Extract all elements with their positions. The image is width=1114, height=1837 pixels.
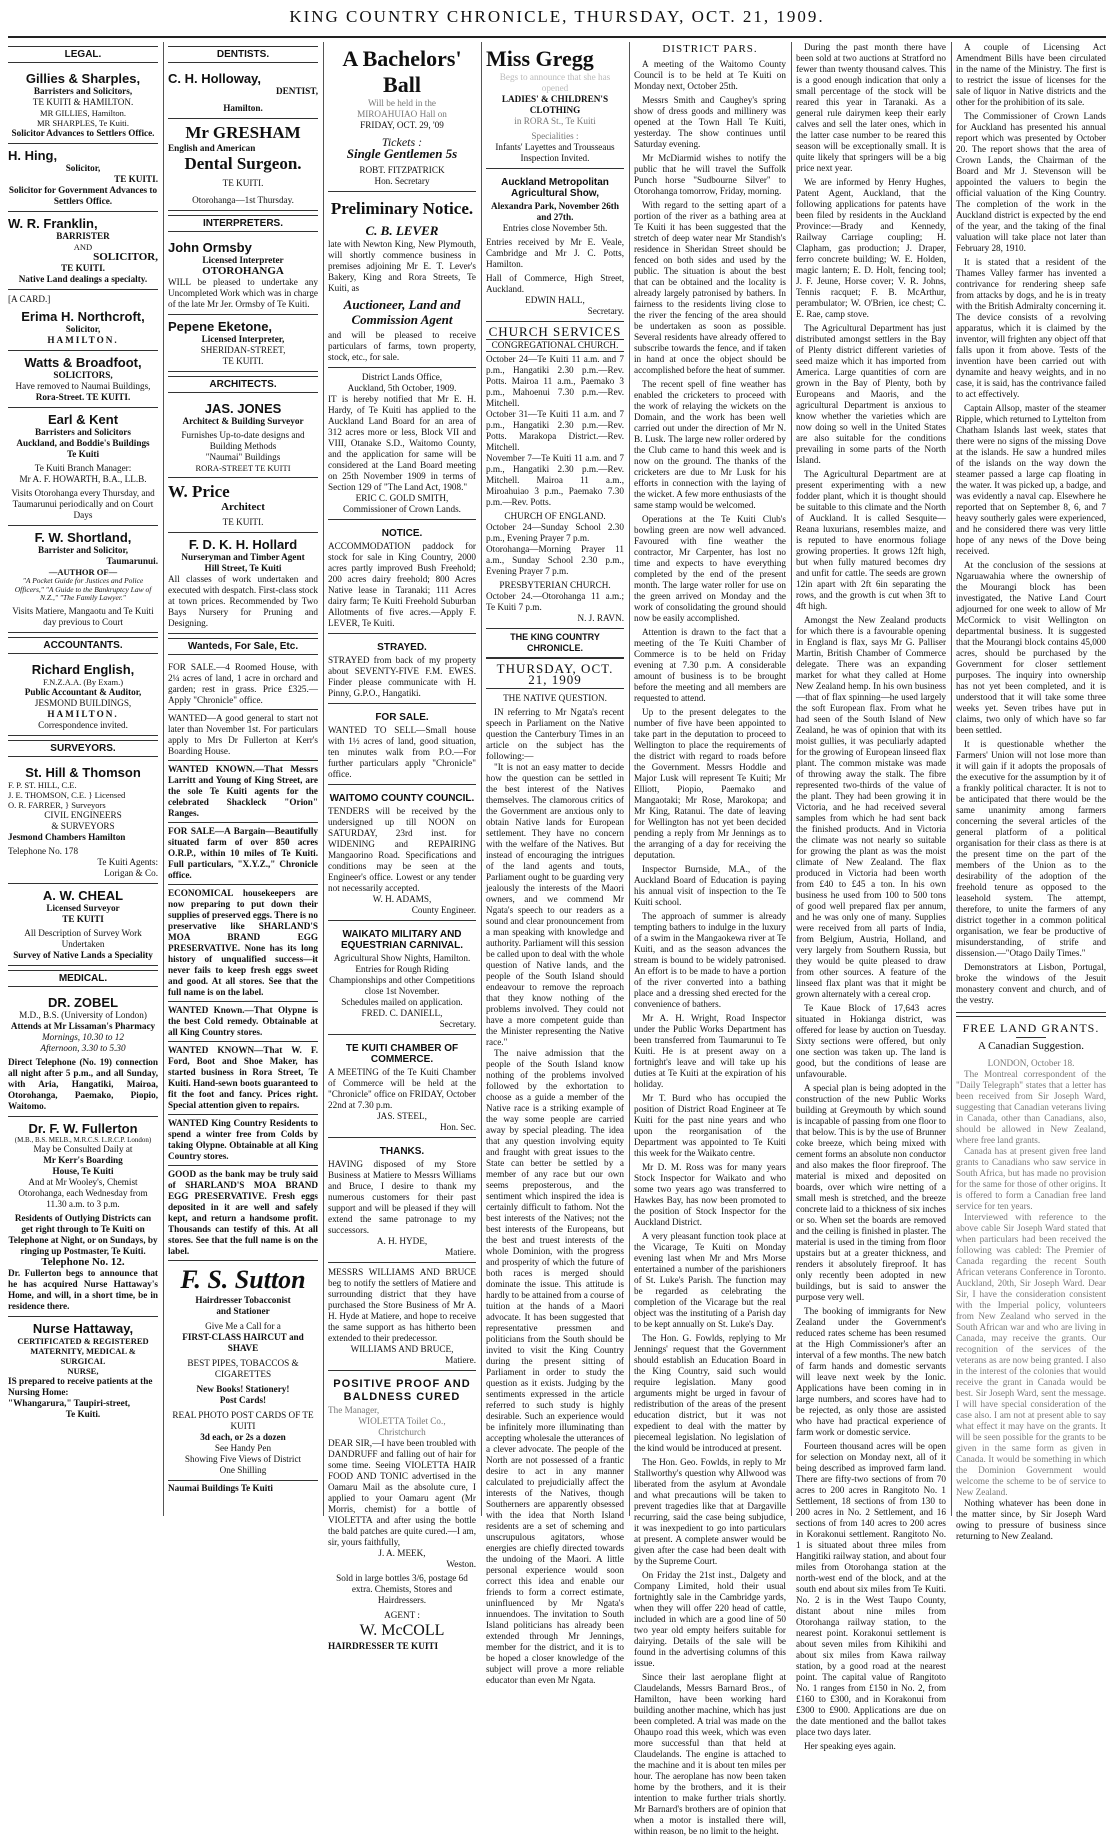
paragraph: The booking of immigrants for New Zealand under the Government's reduced rates scheme has been resumed at the High Commissioner's after an interval of a few months. The new batch of farm hands and domestic servants will leave next week by the Ionic. Applications have been coming in in large numbers, and scores have had to be rejected, as only those are assisted who have had practical experience of farm work or domestic service. xyxy=(796,1306,946,1437)
paragraph: Te Kaue Block of 17,643 acres situated in Hokianga district, was offered for lease by auction on Tuesday. Sixty sections were offered, but only one section was taken up. The land is good, but the conditions of lease are unfavourable. xyxy=(796,1003,946,1079)
paragraph: Mr McDiarmid wishes to notify the public that he will travel the Suffolk Punch horse "Sudbourne Silver" to Otorohanga tomorrow, Friday, morning. xyxy=(634,153,786,196)
ad-hattaway: Nurse Hattaway, CERTIFICATED & REGISTERED MATERNITY, MEDICAL & SURGICAL NURSE, IS prepared to receive patients at the Nursing Home: "Whangarura," Taupiri-street, Te Kuiti. xyxy=(8,1320,153,1419)
section-heading: Wanteds, For Sale, Etc. xyxy=(168,638,318,655)
ad-sutton: F. S. Sutton Hairdresser Tobacconist and Stationer Give Me a Call for a FIRST-CLASS HAIRCUT and SHAVE BEST PIPES, TOBACCOS & CIGARETTES New Books! Stationery! Post Cards! REAL PHOTO POST CARDS OF TE KUITI 3d each, or 2s a dozen See Handy Pen Showing Five Views of District One Shilling Naumai Buildings Te Kuiti xyxy=(168,1261,318,1498)
ad-carnival: WAIKATO MILITARY AND EQUESTRIAN CARNIVAL. Agricultural Show Nights, Hamilton. Entries for Rough Riding Championships and other Competitions close 1st November. Schedules mailed on application. FRED. C. DANIELL, Secretary. xyxy=(328,921,476,1035)
column-rule xyxy=(791,42,792,1516)
ad-violetta: POSITIVE PROOF AND BALDNESS CURED The Manager, WIOLETTA Toilet Co., Christchurch DEAR SIR,—I have been troubled with DANDRUFF and falling out of hair for some time. Seeing VIOLETTA HAIR FOOD AND TONIC advertised in the Oamaru Mail as the absolute cure, I applied to your Oamaru agent (Mr Morris, chemist) for a bottle of VIOLETTA and after using the bottle the bald patches are quite cured.—I am, sir, yours faithfully, J. A. MEEK, Weston. Sold in large bottles 3/6, postage 6d extra. Chemists, Stores and Hairdressers. AGENT : W. McCOLL HAIRDRESSER TE KUITI xyxy=(328,1378,476,1651)
paragraph: It is stated that a resident of the Thames Valley farmer has invented a contrivance for rendering sheep safe from attacks by dogs, and he is in treaty with the British Admiralty concerning it. The device consists of a revolving apparatus, which it is claimed by the inventor, will frighten any object off that falls upon it from above. Tests of the invention have been carried out with dynamite and heavy weights, and in no case, it is said, has the contrivance failed to act effectively. xyxy=(956,257,1106,399)
editorial: THE KING COUNTRY CHRONICLE. THURSDAY, OCT. 21, 1909 THE NATIVE QUESTION. IN referring to Mr Ngata's recent speech in Parliament on the Native question the Canterbury Times in an article on the subject has the following:— "It is not an easy matter to decide how the question can be settled in the best interest of the Natives themselves. The clamorous critics of the Government are anxious only to obtain Native lands for European settlement. They have no concern with the welfare of the Natives. But instead of encouraging the intrigues of the land agents and touts, Parliament ought to be guarding very jealously the interests of the Maori owners, and we commend Mr Ngata's speech to our readers as a sound and clear pronouncement from a man speaking with knowledge and authority. Parliament will this session be called upon to deal with the whole question of Native lands, and the people of the South Island should endeavour to remove the reproach that they know nothing of the problems involved. They could not have a more competent guide than the Minister representing the Native race." The naive admission that the people of the South Island know nothing of the problems involved followed by the exhortation to choose as a guide a member of the Native race is a striking example of the way some people are carried away by special pleading. The idea that any question involving equity and fraught with great issues to the State can better be settled by a member of any race but our own seems preposterous, and the sentiment which inspired the idea is certainly difficult to fathom. Not the best interests of the Natives; not the best interests of the Europeans, but the best and truest interests of the whole Dominion, with the progress and prosperity of which the future of both races is merged should dominate the issue. This attitude is hardly to be attained from a course of tuition at the hands of a Maori advocate. It has been suggested that representative pressmen and politicians from the South should be invited to visit the King Country during the present sitting of Parliament in order to study the question as it exists. Judging by the sentiments expressed in the article referred to such study is highly desirable. Such an experience would be infinitely more illuminating than accepting wholesale the utterances of a clever advocate. The people of the North are not possessed of a frantic desire to act in any manner calculated to prejudicially affect the interests of the Natives, though Southerners are apparently obsessed with the idea that North Island residents are a set of scheming and unscrupulous agitators, whose energies are chiefly directed towards the undoing of the Maori. A little personal experience would soon correct this idea and enable our friends to form a correct estimate, uninfluenced by Mr Ngata's innuendoes. The invitation to South Island politicians has already been extended through Mr Jennings, member for the district, and it is to be hoped a closer knowledge of the subject will prove a more reliable educator than even Mr Ngata. xyxy=(486,629,624,1686)
classified-ad: WANTED—A good general to start not later than November 1st. For particulars apply to Mrs Dr Fullerton at Kerr's Boarding House. xyxy=(168,710,318,761)
paragraph: Mr T. Burd who has occupied the position of District Road Engineer at Te Kuiti for the past nine years and who upon the reorganisation of the Department was appointed to Te Kuiti this week for the Waikato centre. xyxy=(634,1093,786,1158)
paragraph: Up to the present delegates to the number of five have been appointed to take part in the deputation to proceed to Wellington to place the requirements of the district with regard to roads before the Government. Messrs Hoddle and Major Lusk will represent Te Kuiti; Mr Elliott, Piopio, Paemako and Mangaotaki; Mr Rose, Marokopa; and Mr King, Ratanui. The date of leaving for Wellington has not yet been decided pending a reply from Mr Jennings as to the arranging of a day for receiving the deputation. xyxy=(634,707,786,860)
column-5 xyxy=(634,42,786,1836)
paragraph: A special plan is being adopted in the construction of the new Public Works building at Greymouth by which sound is incapable of passing from one floor to that below. This is by the use of Brunner coke breeze, which being mixed with cement forms an absolute non conductor and also makes the floor fireproof. The material is mixed and deposited on boards, over which wire netting of a small mesh is stretched, and the breeze concrete laid to a thickness of six inches or so. When set the boards are removed and the ceiling is finished in plaster. The material is used in the timing from floor upstairs but at a greater thickness, and renders it absolutely fireproof. It has only recently been adopted in new buildings, but is said to answer the purpose very well. xyxy=(796,1083,946,1302)
paragraph: Interviewed with reference to the above cable Sir Joseph Ward stated that when particulars had been received the following was cabled: The Premier of Canada regarding the recent South African veterans Conference in Toronto. Auckland, 20th, Sir Joseph Ward. Dear Sir, I have the consideration consistent with the Imperial policy, volunteers from New Zealand who served in the South African war and who are living in Canada, may receive the grants. Our recognition of the services of the veterans as are now being granted. I also in the interest of the colonies that would receive the grant in Canada would be best. Sir Joseph Ward, sent the message. I will have special consideration of the case also. I am not at present able to say what effect it may have on the grants. It will be seen possible for the grants to be given in the same form as given in Canada. It would be something in which the Dominion Government would welcome the scheme to be of service to New Zealand. xyxy=(956,1212,1106,1497)
divider xyxy=(1016,1037,1046,1038)
paragraph: Since their last aeroplane flight at Claudelands, Messrs Barnard Bros., of Hamilton, have been working hard building another machine, which has just been completed. A trial was made on the Ohaupo road this week, which was even more successful than that held at Claudelands. The engine is attached to the machine and it is about ten miles per hour. The aeroplane has now been taken home by the brothers, and it is their intention to make further trials shortly. Mr Barnard's brothers are of opinion that when a motor is installed there will, within reason, be no limit to the height. xyxy=(634,1672,786,1836)
ad-notice: NOTICE. ACCOMMODATION paddock for stock for sale in King Country, 2000 acres partly improved Bush Freehold; 200 acres dairy freehold; 800 Acres Native lease in Taranaki; 111 Acres dairy farm; Te Kuiti Freehold Suburban Allotments of five acres.—Apply F. LEVER, Te Kuiti. xyxy=(328,520,476,634)
classified-ad: WANTED King Country Residents to spend a winter free from Colds by taking Olypne. Obtainable at all King Country stores. xyxy=(168,1115,318,1166)
ad-thanks: THANKS. HAVING disposed of my Store Business at Matiere to Messrs Williams and Bruce, I desire to thank my numerous customers for their past support and will be pleased if they will extend the same patronage to my successors. A. H. HYDE, Matiere. xyxy=(328,1138,476,1263)
column-1 xyxy=(8,42,158,1516)
column-rule xyxy=(323,42,324,1516)
paragraph: It is questionable whether the Farmers' Union will not lose more than it will gain if it adopts the proposals of the executive for the assumption by it of a frankly political character. It is not to be anticipated that there would be the same unanimity among farmers concerning the several articles of the general platform of a political organisation for their class as there is at the present time on the part of the members of the Union as to the desirability of the adoption of the freehold tenure as opposed to the leasehold system. The attempt, therefore, to unite the farmers of any district together in a common political organisation, we fear be productive of misunderstanding, of strife and dissension.—"Otago Daily Times." xyxy=(956,739,1106,958)
paragraph: Canada has at present given free land grants to Canadians who saw service in South Africa, but has made no provision for the same for those of other origins. It is offered to form a Canadian free land service for ten years. xyxy=(956,1146,1106,1211)
classified-ad: FOR SALE.—4 Roomed House, with 2¼ acres of land, 1 acre in orchard and garden; rest in grass. Price £325.—Apply "Chronicle" office. xyxy=(168,659,318,710)
district-pars-heading: DISTRICT PARS. xyxy=(662,43,758,55)
section-heading: INTERPRETERS. xyxy=(168,215,318,232)
paragraph: Captain Allsop, master of the steamer Ripple, which returned to Lyttelton from Chatham Islands last week, states that there were no signs of the missing Dove at the islands. He saw a hundred miles of the islands on the way down the steamer passed a large cap floating in the water. It was picked up, a badge, and was evidently a naval cap. Elsewhere he reported that on September 8, 6, and 7 heavy southerly gales were experienced, and he considered there was very little hope of any news of the Dove being received. xyxy=(956,403,1106,556)
column-6 xyxy=(796,42,946,1751)
paragraph: With regard to the setting apart of a portion of the river as a bathing area at Te Kuiti it has been suggested that the stretch of deep water near Mr Standish's residence in Sheridan Street should be fenced on both sides and used by the public. The situation is about the best that can be obtained and the locality is already largely patronised by bathers. In fairness to the residents living close to the river the fencing of the area should be undertaken as soon as possible. Several residents have already offered to subscribe towards the fence, and if taken in hand at once the object should be accomplished before the heat of summer. xyxy=(634,200,786,375)
ad-for-sale: FOR SALE. WANTED TO SELL—Small house with 1½ acres of land, good situation, ten minutes walk from P.O.—For further particulars apply "Chronicle" office. xyxy=(328,704,476,785)
paragraph: Her speaking eyes again. xyxy=(804,1741,896,1751)
column-rule xyxy=(163,42,164,1516)
ad-holloway: C. H. Holloway, DENTIST, Hamilton. xyxy=(168,67,318,119)
ad-jones: JAS. JONES Architect & Building Surveyor Furnishes Up-to-date designs and Building Methods "Naumai" Buildings RORA-STREET TE KUITI xyxy=(168,397,318,478)
ad-st-hill: St. Hill & Thomson F. P. ST. HILL, C.E. J. E. THOMSON, C.E. } Licensed O. R. FARRER, } Surveyors CIVIL ENGINEERS & SURVEYORS Jesmond Chambers Hamilton Telephone No. 178 Te Kuiti Agents: Lorigan & Co. xyxy=(8,761,158,884)
paragraph: A couple of Licensing Act Amendment Bills have been circulated in the name of the Ministry. The first is to restrict the issue of licenses for the sale of liquor in Native districts and the other for the prohibition of its sale. xyxy=(956,42,1106,107)
ad-gresham: Mr GRESHAM English and American Dental Surgeon. TE KUITI. Otorohanga—1st Thursday. xyxy=(168,119,318,211)
paragraph: The Hon. G. Fowlds, replying to Mr Jennings' request that the Government should establish an Education Board in the King Country, said such would require legislation. Many good arguments might be urged in favour of redistribution of the areas of the present education district, but it was not expedient to deal with the matter by piecemeal legislation. No legislation of the kind would be introduced at present. xyxy=(634,1333,786,1453)
classified-ad: GOOD as the bank may be truly said of SHARLAND'S MOA BRAND EGG PRESERVATIVE. Fresh eggs deposited in it are well and safely kept, and return a handsome profit. Thousands can testify of this. At all stores. See that the full name is on the label. xyxy=(168,1166,318,1261)
district-pars xyxy=(634,59,786,1837)
section-heading: SURVEYORS. xyxy=(8,740,158,757)
ad-williams-bruce: MESSRS WILLIAMS AND BRUCE beg to notify the settlers of Matiere and surrounding district that they have purchased the Store Business of Mr A. H. Hyde at Matiere, and hope to receive the same support as has hitherto been extended to their predecessor. WILLIAMS AND BRUCE, Matiere. xyxy=(328,1263,476,1371)
paragraph: Demonstrators at Lisbon, Portugal, broke the windows of the Jesuit monastery convent and church, and of the vestry. xyxy=(956,962,1106,1005)
section-heading: LEGAL. xyxy=(8,46,158,63)
classified-ad: ECONOMICAL housekeepers are now preparing to put down their supplies of preserved eggs. There is no preservative like SHARLAND'S MOA BRAND EGG PRESERVATIVE. None has its long history of unqualified success—it never fails to keep fresh eggs sweet and good. At all stores. See that the full name is on the label. xyxy=(168,885,318,1002)
paragraph: A meeting of the Waitomo County Council is to be held at Te Kuiti on Monday next, October 25th. xyxy=(634,59,786,91)
paragraph: The Commissioner of Crown Lands for Auckland has presented his annual report which was presented by October 20. The report shows that the area of Crown Lands, the Chairman of the Board and Mr J. Stevenson will be appointed the valuers to begin the official valuation of the King Country. The completion of the work in the Auckland district is expected by the end of the year, and the taking of the final valuation will take place not later than February 28, 1910. xyxy=(956,111,1106,253)
paragraph: The Hon. Geo. Fowlds, in reply to Mr Stallworthy's question why Allwood was liberated from the asylum at Avondale and what precautions will be taken to prevent tragedies like that at Dargaville recurring, said the case being subjudice, it was inexpedient to go into particulars at present. A complete answer would be given after the case had been dealt with by the Supreme Court. xyxy=(634,1457,786,1566)
divider xyxy=(956,1012,1106,1017)
column-2 xyxy=(168,42,318,1516)
column-4 xyxy=(486,42,625,1685)
paragraph: The Agricultural Department has just distributed amongst settlers in the Bay of Plenty district different varieties of seed maize which it has imported from America. Large quantities of corn are grown in the Bay of Plenty, both by Europeans and Maoris, and the agricultural Department is anxious to know whether the varieties which are now doing so well in the United States are also suitable for the conditions prevailing in some parts of the North Island. xyxy=(796,323,946,465)
ad-english: Richard English, F.N.Z.A.A. (By Exam.) Public Accountant & Auditor, JESMOND BUILDINGS, HAMILTON. Correspondence invited. xyxy=(8,658,158,736)
section-heading: ARCHITECTS. xyxy=(168,376,318,393)
column-3 xyxy=(328,42,476,1651)
section-heading: DENTISTS. xyxy=(168,46,318,63)
news-paragraphs xyxy=(796,42,946,1752)
ad-strayed: STRAYED. STRAYED from back of my property about SEVENTY-FIVE F.M. EWES. Finder please communicate with H. Pinny, G.P.O., Hangatiki. xyxy=(328,634,476,704)
paragraph: Mr A. H. Wright, Road Inspector under the Public Works Department has been transferred from Taumarunui to Te Kuiti. He is at present away on a fortnight's leave and will take up his duties at Te Kuiti at the expiration of his holiday. xyxy=(634,1013,786,1089)
ad-northcroft: Erima H. Northcroft, Solicitor, HAMILTON. xyxy=(8,305,158,351)
ad-chamber-of-commerce: TE KUITI CHAMBER OF COMMERCE. A MEETING of the Te Kuiti Chamber of Commerce will be held at the "Chronicle" office on FRIDAY, October 22nd at 7.30 p.m. JAS. STEEL, Hon. Sec. xyxy=(328,1035,476,1138)
ad-miss-gregg: Miss Gregg Begs to announce that she has opened LADIES' & CHILDREN'S CLOTHING in RORA St., Te Kuiti Specialities : Infants' Layettes and Trousseaus Inspection Invited. xyxy=(486,42,624,169)
ad-zobel: DR. ZOBEL M.D., B.S. (University of London) Attends at Mr Lissaman's Pharmacy Mornings, 10.30 to 12 Afternoon, 3.30 to 5.30 Direct Telephone (No. 19) connection all night after 5 p.m., and all Sunday, with Aria, Hangatiki, Mairoa, Otorohanga, Paemako, Piopio, Waitomo. xyxy=(8,991,158,1117)
masthead-rule xyxy=(8,36,1106,38)
paragraph: We are informed by Henry Hughes, Patent Agent, Auckland, that the following applications for patents have been filed by residents in the Auckland Province:—Brady and Kennedy, Railway Carriage coupling; H. Clapham, gas production; J. Draper, ferro concrete building; W. E. Holden, magic lantern; E. D. Holt, fencing tool; J. F. Jeune, Horse cover; V. R. Johns, Tennis racquet; F. B. McArthur, perambulator; W. O'Brien, ice chest; C. E. Rae, camp stove. xyxy=(796,177,946,319)
paragraph: Inspector Burnside, M.A., of the Auckland Board of Education is paying his annual visit of inspection to the Te Kuiti school. xyxy=(634,864,786,907)
paragraph: Attention is drawn to the fact that a meeting of the Te Kuiti Chamber of Commerce is to be held on Friday evening at 7.30 p.m. A considerable amount of business is to be brought before the meeting and all members are requested to attend. xyxy=(634,627,786,703)
news-paragraphs xyxy=(956,42,1106,1006)
section-heading: ACCOUNTANTS. xyxy=(8,637,158,654)
ad-hing: H. Hing, Solicitor, TE KUITI. Solicitor for Government Advances to Settlers Office. xyxy=(8,144,158,212)
column-rule xyxy=(481,42,482,1516)
ad-franklin: W. R. Franklin, BARRISTER AND SOLICITOR, TE KUITI. Native Land dealings a specialty. xyxy=(8,212,158,290)
paragraph: On Friday the 21st inst., Dalgety and Company Limited, hold their usual fortnightly sale in the Cambridge yards, when they will offer 220 head of cattle, included in which are a good line of 50 two year old empty heifers suitable for dairying. Details of the sale will be found in the advertising columns of this issue. xyxy=(634,1570,786,1668)
free-land-grants-subheading: A Canadian Suggestion. xyxy=(977,1040,1085,1052)
ad-hollard: F. D. K. H. Hollard Nurseryman and Timber Agent Hill Street, Te Kuiti All classes of work undertaken and executed with despatch. First-class stock at town prices. Recommended by Two Bays Nursery for Pruning and Designing. xyxy=(168,533,318,634)
ad-auckland-show: Auckland Metropolitan Agricultural Show, Alexandra Park, November 26th and 27th. Entries close November 5th. Entries received by Mr E. Veale, Cambridge and Mr J. C. Potts, Hamilton. Hall of Commerce, High Street, Auckland. EDWIN HALL, Secretary. xyxy=(486,169,624,322)
paragraph: Mr D. M. Ross was for many years Stock Inspector for Waikato and who some two years ago was transferred to Hawkes Bay, has now been promoted to the position of Stock Inspector for the Auckland District. xyxy=(634,1162,786,1227)
card-label: [A CARD.] xyxy=(8,294,51,304)
ad-bachelors-ball: A Bachelors' Ball Will be held in the MIROAHUIAO Hall on FRIDAY, OCT. 29, '09 Tickets : Single Gentlemen 5s ROBT. FITZPATRICK Hon. Secretary xyxy=(328,42,476,192)
ad-fullerton: Dr. F. W. Fullerton (M.B., B.S. MELB., M.R.C.S. L.R.C.P. London) May be Consulted Daily at Mr Kerr's Boarding House, Te Kuiti And at Mr Wooley's, Chemist Otorohanga, each Wednesday from 11.30 a.m. to 3 p.m. Residents of Outlying Districts can get right through to Te Kuiti on Telephone at Night, or on Sundays, by ringing up Postmaster, Te Kuiti. Telephone No. 12. Dr. Fullerton begs to announce that he has acquired Nurse Hattaway's Home, and will, in a short time, be in residence there. xyxy=(8,1117,158,1317)
column-rule xyxy=(951,42,952,1516)
paragraph: The approach of summer is already tempting bathers to indulge in the luxury of a swim in the Mangaokewa river at Te Kuiti, and as the season advances the stream is bound to be widely patronised. An effort is to be made to have a portion of the river converted into a bathing place and a dressing shed erected for the convenience of bathers. xyxy=(634,911,786,1009)
ad-price: W. Price Architect TE KUITI. xyxy=(168,478,318,533)
church-services: CHURCH SERVICES CONGREGATIONAL CHURCH. October 24—Te Kuiti 11 a.m. and 7 p.m., Hangatiki 2.30 p.m.—Rev. Potts. Mairoa 11 a.m., Paemako 3 p.m., Mahoenui 7.30 p.m.—Rev. Mitchell. October 31—Te Kuiti 11 a.m. and 7 p.m., Hangatiki 2.30 p.m.—Rev. Potts. Marakopa District.—Rev. Mitchell. November 7—Te Kuiti 11 a.m. and 7 p.m., Hangatiki 2.30 p.m.—Rev. Mitchell. Mairoa 11 a.m., Miroahuiao 3 p.m., Paemako 7.30 p.m.—Rev. Potts. CHURCH OF ENGLAND. October 24—Sunday School 2.30 p.m., Evening Prayer 7 p.m. Otorohanga—Morning Prayer 11 a.m., Sunday School 2.30 p.m., Evening Prayer 7 p.m. PRESBYTERIAN CHURCH. October 24.—Otorohanga 11 a.m.; Te Kuiti 7 p.m. N. J. RAVN. xyxy=(486,322,624,629)
paragraph: A very pleasant function took place at the Vicarage, Te Kuiti on Monday evening last when Mr and Mrs Morse entertained a number of the parishioners of St. Luke's Parish. The function may be regarded as celebrating the completion of the Vicarage but the real object was the instituting of a Parish day to be kept annually on St. Luke's Day. xyxy=(634,1231,786,1329)
ad-waitomo-council: WAITOMO COUNTY COUNCIL. TENDERS will be received by the undersigned up till NOON on SATURDAY, 23rd inst. for WIDENING and REPAIRING Mangaorino Road. Specifications and conditions may be seen at the Engineer's office. Lowest or any tender not necessarily accepted. W. H. ADAMS, County Engineer. xyxy=(328,785,476,921)
column-7 xyxy=(956,42,1106,1541)
paragraph: Operations at the Te Kuiti Club's bowling green are now well advanced. Favoured with fine weather the contractor, Mr Carpenter, has lost no time and expects to have everything completed by the end of the present month. The large water roller for use on the green arrived on Monday and the work of consolidating the ground should now be easily accomplished. xyxy=(634,514,786,623)
dateline: LONDON, October 18. xyxy=(987,1058,1075,1068)
masthead: KING COUNTRY CHRONICLE, THURSDAY, OCT. 21, 1909. xyxy=(289,7,825,26)
paragraph: The Agricultural Department are at present experimenting with a new fodder plant, which it is thought should be suitable to this climate and the North of Auckland. It is called Sesquite—Reana luxurians, resembles maize, and is reputed to have enormous foliage growing properties. It grows 12ft high, but when fully matured becomes dry and unfit for cattle. The seeds are grown 12in apart with 2ft 6in separating the rows, and the growth is cut when 3ft to 4ft high. xyxy=(796,469,946,611)
column-rule xyxy=(629,42,630,1516)
classified-ad: WANTED KNOWN—That W. F. Ford, Boot and Shoe Maker, has started business in Rora Street, Te Kuiti. Hand-sewn boots guaranteed to fit the foot and fancy. Prices right. Special attention given to repairs. xyxy=(168,1042,318,1115)
ad-cheal: A. W. CHEAL Licensed Surveyor TE KUITI All Description of Survey Work Undertaken Survey of Native Lands a Speciality xyxy=(8,884,158,966)
classified-ad: WANTED Known.—That Olypne is the best Cold remedy. Obtainable at all King Country stores. xyxy=(168,1002,318,1042)
ad-gillies: Gillies & Sharples, Barristers and Solicitors, TE KUITI & HAMILTON. MR GILLIES, Hamilton. MR SHARPLES, Te Kuiti. Solicitor Advances to Settlers Office. xyxy=(8,67,158,144)
paragraph: The recent spell of fine weather has enabled the cricketers to proceed with the work of relaying the wickets on the Domain, and the work has been well carried out under the direction of Mr N. B. Lusk. The large new roller ordered by the Club came to hand this week and is now on the ground. The thanks of the cricketers are due to Mr Lusk for his efforts in connection with the laying of the wicket. A few more enthusiasts of the same stamp would be welcomed. xyxy=(634,379,786,510)
ad-shortland: F. W. Shortland, Barrister and Solicitor, Taumarunui. —AUTHOR OF— "A Pocket Guide for Justices and Police Officers," "A Guide to the Bankruptcy Law of N.Z.," "The Family Lawyer." Visits Matiere, Mangaotu and Te Kuiti day previous to Court xyxy=(8,526,158,633)
paragraph: Messrs Smith and Caughey's spring show of dress goods and millinery was opened at the Town Hall Te Kuiti, yesterday. The show continues until Saturday evening. xyxy=(634,95,786,149)
paragraph: During the past month there have been sold at two auctions at Stratford no fewer than twenty thousand calves. This is a good enough indication that only a small percentage of the stock will be reared this year in Taranaki. As a general rule dairymen keep their early calves and sell the later ones, which in the latter case number to be reared this season will be exceptionally small. It is quite likely that springers will be a big price next year. xyxy=(796,42,946,173)
ad-ormsby: John Ormsby Licensed Interpreter OTOROHANGA WILL be pleased to undertake any Uncompleted Work which was in charge of the late Mr Jer. Ormsby of Te Kuiti. xyxy=(168,236,318,315)
ad-lands-office: District Lands Office, Auckland, 5th October, 1909. IT is hereby notified that Mr E. H. Hardy, of Te Kuiti has applied to the Auckland Land Board for an area of 312 acres more or less, Block VII and VIII, Otanake S.D., Waitomo County, and the application for same will be considered at the Land Board meeting on 25th November 1909 in terms of Section 129 of "The Land Act, 1908." ERIC C. GOLD SMITH, Commissioner of Crown Lands. xyxy=(328,368,476,520)
paragraph: Nothing whatever has been done in the matter since, by Sir Joseph Ward owing to pressure of business since returning to New Zealand. xyxy=(956,1498,1106,1541)
ad-earl-kent: Earl & Kent Barristers and Solicitors Auckland, and Boddie's Buildings Te Kuiti Te Kuiti Branch Manager: Mr A. F. HOWARTH, B.A., LL.B. Visits Otorohanga every Thursday, and Taumarunui periodically and on Court Days xyxy=(8,408,158,526)
ad-eketone: Pepene Eketone, Licensed Interpreter, SHERIDAN-STREET, TE KUITI. xyxy=(168,315,318,372)
ad-preliminary-notice: Preliminary Notice. C. B. LEVER late with Newton King, New Plymouth, will shortly commence business in premises adjoining Mr E. T. Lever's Bakery, King and Rora Streets, Te Kuiti, as Auctioneer, Land and Commission Agent and will be pleased to receive particulars of farms, town property, stock, etc., for sale. xyxy=(328,192,476,368)
paragraph: Fourteen thousand acres will be open for selection on Monday next, all of it being described as improved farm land. There are fifty-two sections of from 70 acres to 200 acres in Rangitoto No. 1 Settlement, 18 sections of from 130 to 200 acres in No. 2 Settlement, and 16 sections of from 140 acres to 200 acres in Korakonui settlement. Rangitoto No. 1 is situated about three miles from Hangitiki railway station, and about four miles from Otorohanga station at the north-west end of the block, and at the south end about six miles from Te Kuiti. No. 2 is in the West Taupo County, distant about nine miles from Otorohanga railway station, to the nearest point. Korakonui settlement is about seven miles from Kihikihi and about six miles from Kawa railway station, by a good road at the nearest point. The capital value of Rangitoto No. 1 ranges from £150 in No. 2, from £160 to £300, and in Korakonui from £300 to £900. Applications are due on the date mentioned and the ballot takes place two days later. xyxy=(796,1441,946,1737)
ad-watts: Watts & Broadfoot, SOLICITORS, Have removed to Naumai Buildings, Rora-Street. TE KUITI. xyxy=(8,351,158,408)
free-land-grants-heading: FREE LAND GRANTS. xyxy=(962,1021,1100,1035)
classified-ad: FOR SALE—A Bargain—Beautifully situated farm of over 850 acres O.R.P., within 10 miles of Te Kuiti. Full particulars, "X.Y.Z.," Chronicle office. xyxy=(168,823,318,885)
paragraph: Amongst the New Zealand products for which there is a favourable opening in England is flax, says Mr G. Palliser Martin, British Chamber of Commerce delegate. There was an expanding market for what they called at Home New Zealand hemp. In his own business—that of flax spinning—he used largely the soft European flax. From what he had seen of the South Island of New Zealand, he was of opinion that with its moist gullies, it was peculiarly adapted for the growing of European linseed flax plant. The common mistake was made of throwing away the stalk. The fibre represented two-thirds of the value of the plant. They had been growing it in Victoria, and he had received several samples from which he had sent back the finished products. And in Victoria the climate was not nearly so suitable for growing the plant as was the moist climate of New Zealand. The flax produced in Victoria had been worth from £40 to £45 a ton. In his own business he used from 100 to 500 tons of good well prepared flax per annum, and he was only one of many. Supplies were received from all parts of India, from Belgium, Austria, Holland, and very largely from Southern Russia, but they would be quite pleased to draw from other sources. A feature of the linseed flax plant was that it might be grown alternately with a cereal crop. xyxy=(796,615,946,999)
paragraph: The Montreal correspondent of the "Daily Telegraph" states that a letter has been received from Sir Joseph Ward, suggesting that Canadian veterans living in Canada, other than Canadians, also, should be allowed in New Zealand, where free land grants. xyxy=(956,1069,1106,1145)
paragraph: At the conclusion of the sessions at Ngaruawahia where the ownership of the Mourangi block has been investigated, the Native Land Court adjourned for one week to allow of Mr McCormick to visit Wellington on departmental business. It is suggested that the Mourangi block contains 45,000 acres, should be purchased by the Government for closer settlement purposes. The inquiry into ownership has not yet been completed, and it is understood that it will take some three weeks yet. Seven tribes have put in claims, two only of which have so far been settled. xyxy=(956,560,1106,735)
classified-ad: WANTED KNOWN.—That Messrs Larritt and Young of King Street, are the sole Te Kuiti agents for the celebrated Shackleck "Orion" Ranges. xyxy=(168,761,318,823)
section-heading: MEDICAL. xyxy=(8,970,158,987)
